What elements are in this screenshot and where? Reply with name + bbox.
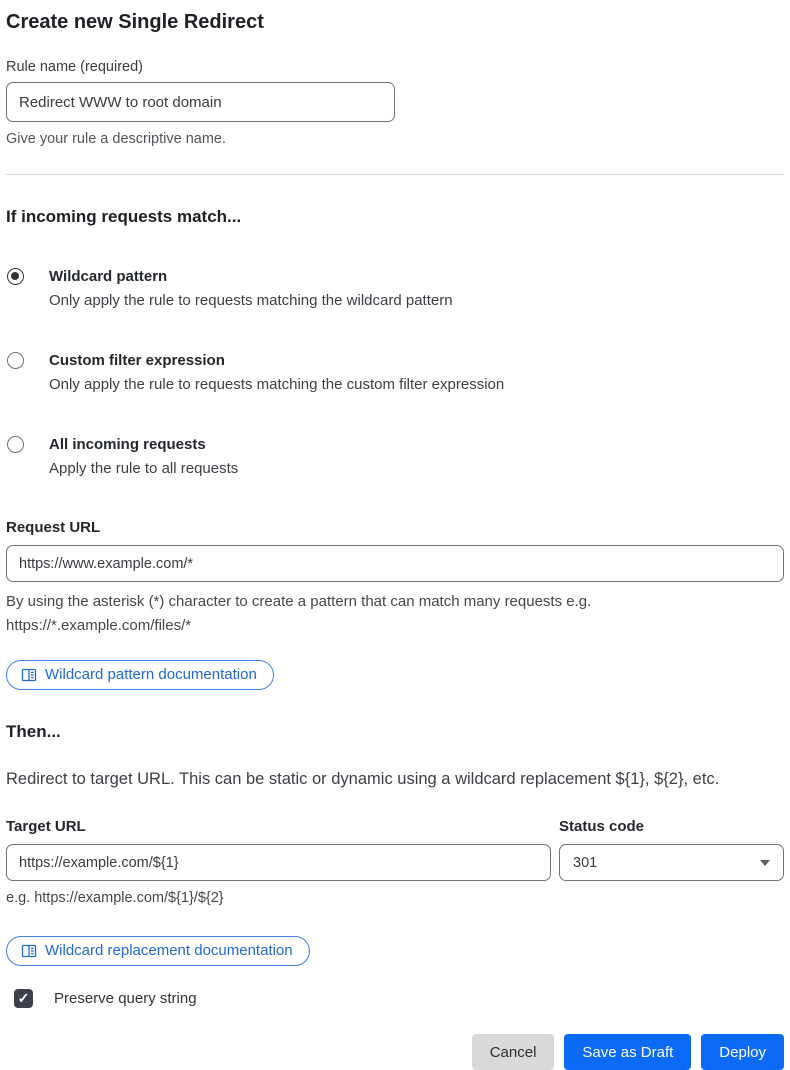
radio-option-custom-filter-expression[interactable]	[6, 351, 784, 395]
radio-description: Only apply the rule to requests matching the custom filter expression	[49, 376, 505, 393]
target-url-input[interactable]	[6, 844, 551, 881]
status-code-value: 301	[573, 854, 598, 871]
radio-label: Wildcard pattern	[49, 268, 168, 285]
page-title: Create new Single Redirect	[6, 11, 264, 33]
open-book-icon	[21, 943, 37, 959]
section-divider	[6, 174, 784, 175]
status-code-label: Status code	[559, 818, 645, 835]
doc-button-label: Wildcard replacement documentation	[45, 942, 293, 959]
wildcard-replacement-documentation-button[interactable]	[6, 936, 310, 966]
radio-label: Custom filter expression	[49, 352, 225, 369]
checkbox-checked-icon[interactable]: ✓	[14, 989, 33, 1008]
cancel-button[interactable]: Cancel	[472, 1034, 555, 1070]
preserve-query-string-label: Preserve query string	[54, 990, 197, 1007]
then-section-description: Redirect to target URL. This can be static or dynamic using a wildcard replacement ${1}, ${2}, etc.	[6, 770, 720, 788]
radio-description: Apply the rule to all requests	[49, 460, 239, 477]
request-url-input[interactable]	[6, 545, 784, 582]
radio-option-wildcard-pattern[interactable]	[6, 267, 784, 311]
target-url-field	[6, 818, 551, 906]
rule-name-field	[6, 59, 784, 149]
match-section-heading: If incoming requests match...	[6, 207, 242, 226]
preserve-query-string-row[interactable]	[14, 989, 784, 1008]
request-url-field	[6, 519, 784, 690]
doc-button-label: Wildcard pattern documentation	[45, 666, 257, 683]
radio-unselected-icon[interactable]	[7, 436, 24, 453]
open-book-icon	[21, 667, 37, 683]
radio-description: Only apply the rule to requests matching the wildcard pattern	[49, 292, 453, 309]
status-code-field	[559, 818, 784, 906]
status-code-select[interactable]	[559, 844, 784, 881]
rule-name-label: Rule name (required)	[6, 59, 144, 75]
radio-unselected-icon[interactable]	[7, 352, 24, 369]
then-section-heading: Then...	[6, 722, 61, 741]
request-url-label: Request URL	[6, 519, 101, 536]
target-row	[6, 818, 784, 906]
chevron-down-icon	[760, 860, 770, 866]
radio-option-all-incoming-requests[interactable]	[6, 435, 784, 479]
rule-name-helper: Give your rule a descriptive name.	[6, 131, 227, 147]
deploy-button[interactable]: Deploy	[701, 1034, 784, 1070]
save-as-draft-button[interactable]: Save as Draft	[564, 1034, 691, 1070]
rule-name-input[interactable]	[6, 82, 395, 122]
footer-actions	[6, 1034, 784, 1070]
request-url-helper-line1: By using the asterisk (*) character to create a pattern that can match many requests e.g.	[6, 593, 592, 610]
request-url-helper	[6, 590, 784, 638]
wildcard-pattern-documentation-button[interactable]	[6, 660, 274, 690]
match-type-radio-group	[6, 267, 784, 479]
radio-label: All incoming requests	[49, 436, 206, 453]
request-url-helper-line2: https://*.example.com/files/*	[6, 617, 192, 634]
target-url-label: Target URL	[6, 818, 86, 835]
target-url-helper: e.g. https://example.com/${1}/${2}	[6, 890, 224, 906]
radio-selected-icon[interactable]	[7, 268, 24, 285]
